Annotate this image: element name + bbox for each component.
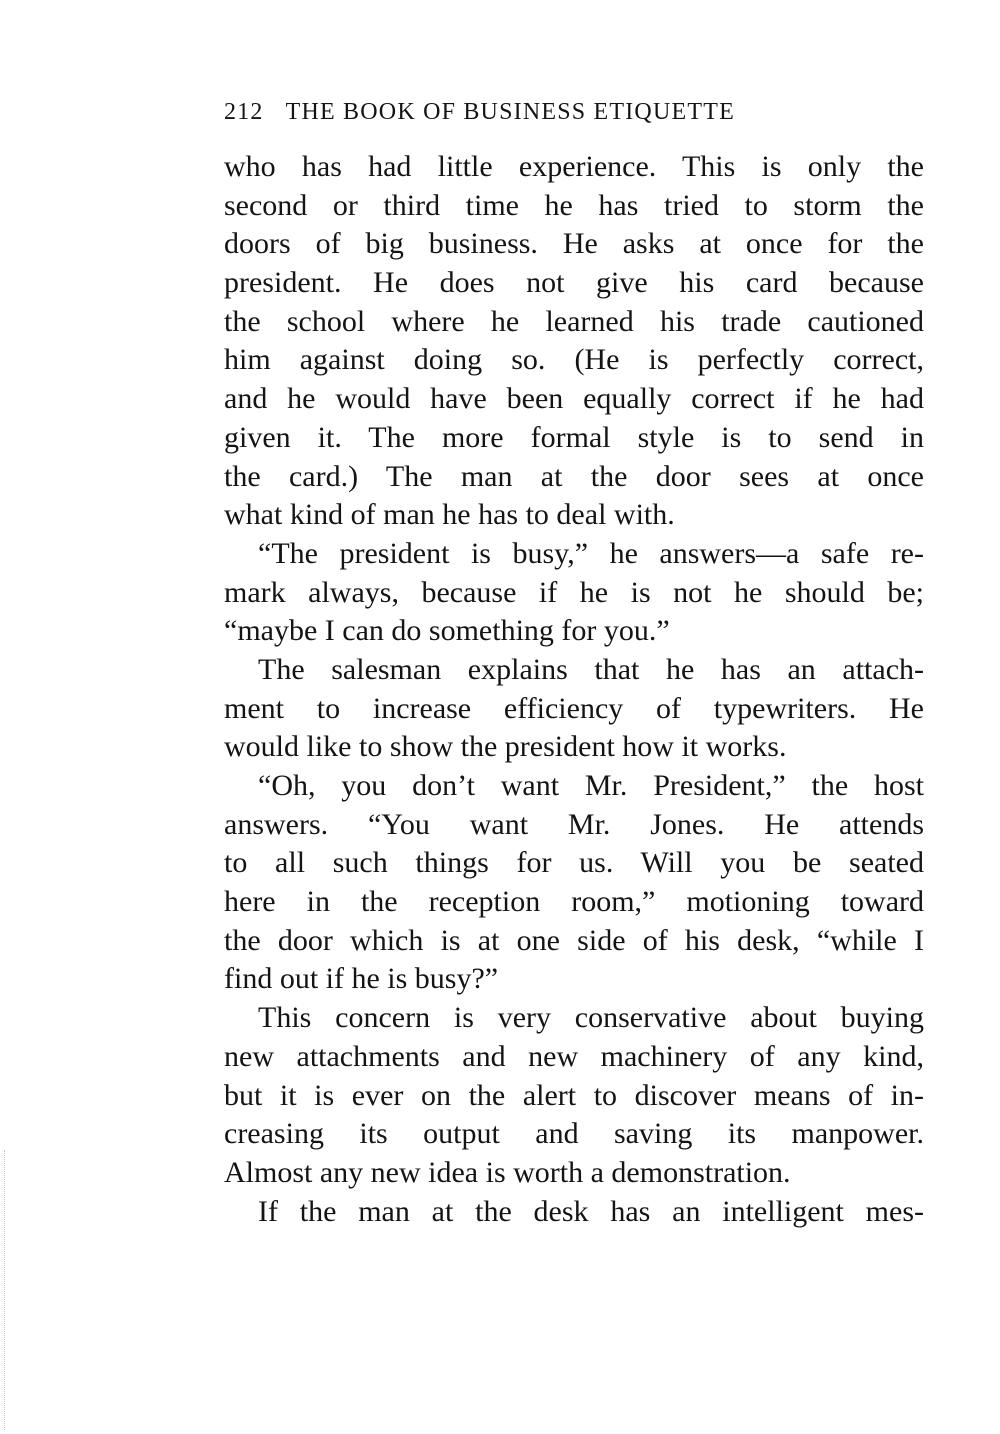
text-line: the card.) The man at the door sees at once [224, 459, 924, 493]
text-line: would like to show the president how it works. [224, 730, 787, 764]
text-line: him against doing so. (He is perfectly correct, [224, 343, 924, 377]
paragraph [224, 651, 924, 767]
text-line: ment to increase efficiency of typewriters. He [224, 691, 924, 725]
paragraph [224, 1193, 924, 1232]
text-line: what kind of man he has to deal with. [224, 498, 675, 532]
text-line: mark always, because if he is not he should be; [224, 575, 924, 609]
text-line: second or third time he has tried to storm the [224, 188, 924, 222]
page-number: 212 [224, 99, 264, 125]
text-line: here in the reception room,” motioning toward [224, 885, 924, 919]
text-line: and he would have been equally correct if he had [224, 382, 924, 416]
text-line: the door which is at one side of his desk, “while I [224, 923, 924, 957]
text-line: who has had little experience. This is only the [224, 150, 924, 183]
text-line: The salesman explains that he has an attach- [258, 652, 924, 686]
text-line: president. He does not give his card because [224, 266, 924, 300]
text-line: new attachments and new machinery of any kind, [224, 1039, 924, 1073]
text-line: “maybe I can do something for you.” [224, 614, 670, 648]
text-line: find out if he is busy?” [224, 962, 499, 996]
text-line: “The president is busy,” he answers—a safe re- [258, 536, 924, 570]
text-line: If the man at the desk has an intelligent mes- [258, 1194, 924, 1228]
text-line: to all such things for us. Will you be seated [224, 846, 924, 880]
text-line: Almost any new idea is worth a demonstration. [224, 1155, 791, 1189]
book-title: THE BOOK OF BUSINESS ETIQUETTE [285, 99, 735, 125]
paragraph [224, 767, 924, 999]
text-line: answers. “You want Mr. Jones. He attends [224, 807, 924, 841]
text-line: but it is ever on the alert to discover means of in- [224, 1078, 924, 1112]
paragraph [224, 535, 924, 651]
text-line: given it. The more formal style is to send in [224, 420, 924, 454]
paragraph [224, 148, 924, 535]
margin-scan-marks [4, 1150, 11, 1430]
paragraph [224, 999, 924, 1192]
text-line: doors of big business. He asks at once for the [224, 227, 924, 261]
text-line: This concern is very conservative about buying [258, 1001, 924, 1035]
text-line: the school where he learned his trade cautioned [224, 304, 924, 338]
text-line: “Oh, you don’t want Mr. President,” the host [258, 769, 924, 802]
running-head [224, 96, 924, 128]
text-line: creasing its output and saving its manpower. [224, 1117, 924, 1151]
body-text [224, 148, 924, 1231]
